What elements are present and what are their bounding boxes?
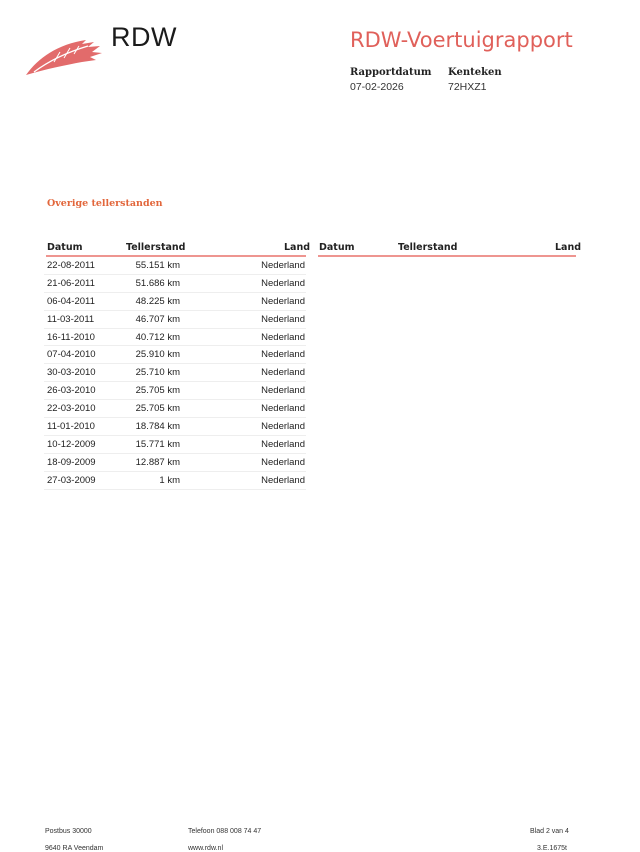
row-land: Nederland [180, 382, 306, 400]
rdw-wing-icon [24, 36, 104, 78]
footer-page-number: Blad 2 van 4 [530, 828, 569, 835]
row-tellerstand: 25.705 km [125, 400, 180, 418]
table-row [44, 453, 306, 471]
odometer-table-body [44, 257, 306, 489]
row-tellerstand: 12.887 km [125, 453, 180, 471]
section-title: Overige tellerstanden [47, 198, 163, 209]
row-tellerstand: 48.225 km [125, 292, 180, 310]
table-row [44, 382, 306, 400]
footer-telefoon: Telefoon 088 008 74 47 [188, 828, 262, 835]
header-rule-right [318, 255, 576, 257]
row-tellerstand: 25.710 km [125, 364, 180, 382]
kenteken-value: 72HXZ1 [448, 81, 487, 93]
row-tellerstand: 18.784 km [125, 418, 180, 436]
row-land: Nederland [180, 400, 306, 418]
row-tellerstand: 40.712 km [125, 328, 180, 346]
row-datum: 18-09-2009 [44, 453, 125, 471]
row-land: Nederland [180, 453, 306, 471]
row-tellerstand: 25.910 km [125, 346, 180, 364]
row-datum: 21-06-2011 [44, 274, 125, 292]
col-header-tellerstand-left: Tellerstand [126, 242, 186, 253]
row-land: Nederland [180, 364, 306, 382]
table-row [44, 346, 306, 364]
row-tellerstand: 25.705 km [125, 382, 180, 400]
table-row [44, 418, 306, 436]
row-land: Nederland [180, 274, 306, 292]
row-land: Nederland [180, 346, 306, 364]
row-datum: 11-01-2010 [44, 418, 125, 436]
row-tellerstand: 15.771 km [125, 435, 180, 453]
row-datum: 26-03-2010 [44, 382, 125, 400]
row-datum: 22-08-2011 [44, 257, 125, 274]
table-row [44, 471, 306, 489]
row-datum: 06-04-2011 [44, 292, 125, 310]
footer-code: 3.E.1675t [537, 845, 567, 852]
row-land: Nederland [180, 435, 306, 453]
footer-address: 9640 RA Veendam [45, 845, 104, 852]
row-tellerstand: 46.707 km [125, 310, 180, 328]
row-land: Nederland [180, 310, 306, 328]
row-datum: 10-12-2009 [44, 435, 125, 453]
row-land: Nederland [180, 257, 306, 274]
row-tellerstand: 55.151 km [125, 257, 180, 274]
table-row [44, 400, 306, 418]
row-datum: 07-04-2010 [44, 346, 125, 364]
rapportdatum-value: 07-02-2026 [350, 81, 404, 93]
rapportdatum-label: Rapportdatum [350, 67, 432, 78]
odometer-table [44, 257, 306, 490]
col-header-tellerstand-right: Tellerstand [398, 242, 458, 253]
footer-postbus: Postbus 30000 [45, 828, 92, 835]
footer-website[interactable]: www.rdw.nl [188, 845, 224, 852]
col-header-datum-left: Datum [47, 242, 83, 253]
row-datum: 16-11-2010 [44, 328, 125, 346]
row-tellerstand: 1 km [125, 471, 180, 489]
col-header-land-right: Land [555, 242, 582, 253]
report-title: RDW-Voertuigrapport [350, 28, 573, 52]
table-row [44, 310, 306, 328]
row-land: Nederland [180, 418, 306, 436]
table-row [44, 328, 306, 346]
row-tellerstand: 51.686 km [125, 274, 180, 292]
col-header-land-left: Land [284, 242, 311, 253]
table-row [44, 435, 306, 453]
row-land: Nederland [180, 328, 306, 346]
col-header-datum-right: Datum [319, 242, 355, 253]
row-datum: 30-03-2010 [44, 364, 125, 382]
row-land: Nederland [180, 292, 306, 310]
kenteken-label: Kenteken [448, 67, 502, 78]
table-row [44, 364, 306, 382]
logo-text: RDW [111, 22, 177, 52]
row-datum: 11-03-2011 [44, 310, 125, 328]
row-land: Nederland [180, 471, 306, 489]
table-row [44, 257, 306, 274]
table-row [44, 292, 306, 310]
row-datum: 27-03-2009 [44, 471, 125, 489]
table-row [44, 274, 306, 292]
row-datum: 22-03-2010 [44, 400, 125, 418]
